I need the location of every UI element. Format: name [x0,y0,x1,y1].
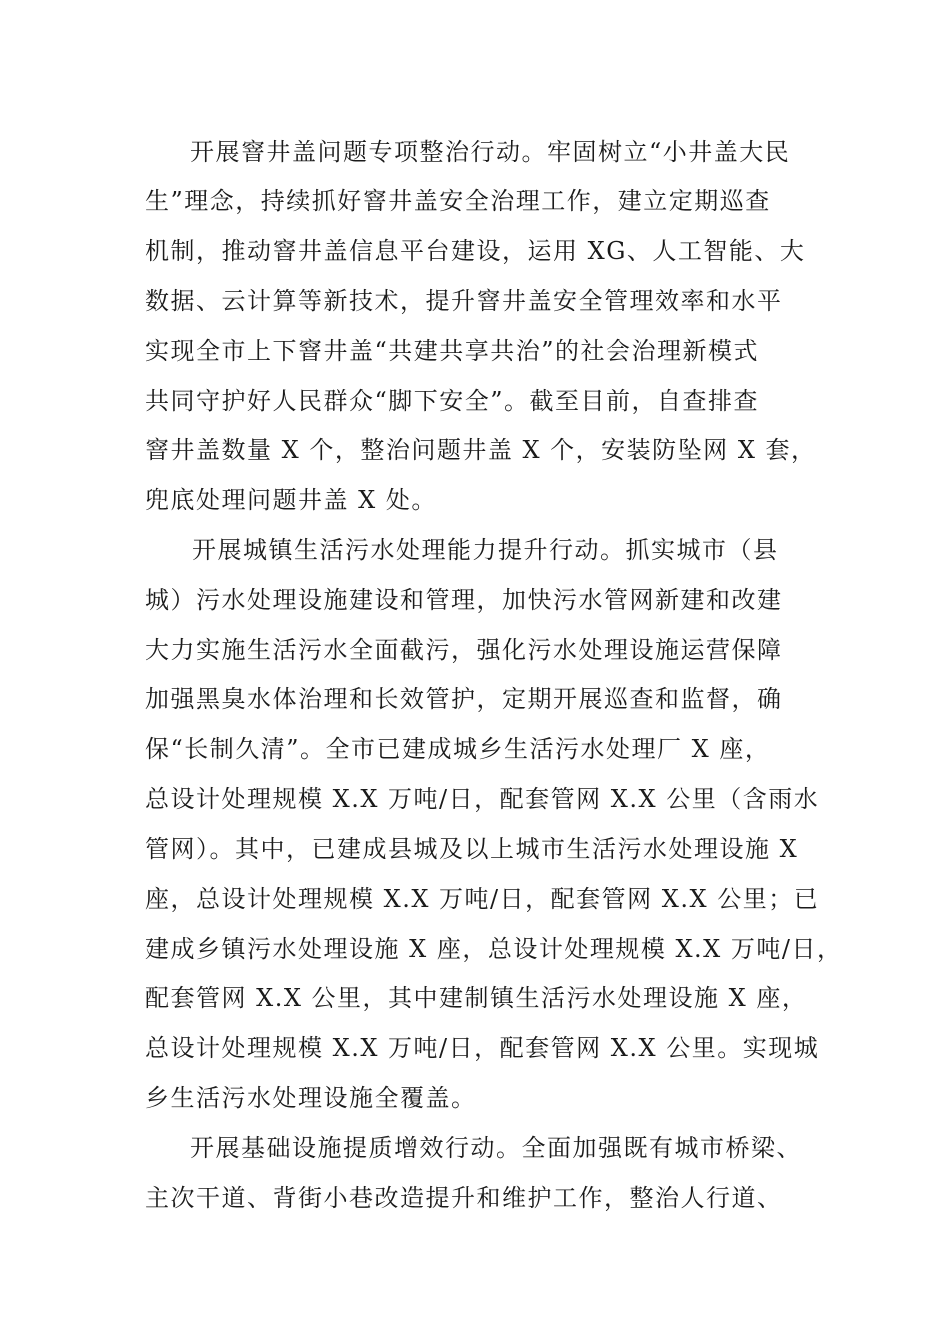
paragraph-1-line-6: 共同守护好人民群众“脚下安全”。截至目前，自查排查 [145,387,760,415]
paragraph-2-line-10: 配套管网 X.X 公里，其中建制镇生活污水处理设施 X 座， [145,984,808,1012]
paragraph-2-line-6: 总设计处理规模 X.X 万吨/日，配套管网 X.X 公里（含雨水 [145,785,820,813]
paragraph-1-line-1: 开展窨井盖问题专项整治行动。牢固树立“小井盖大民 [190,138,791,166]
paragraph-2-line-11: 总设计处理规模 X.X 万吨/日，配套管网 X.X 公里。实现城 [145,1034,820,1062]
paragraph-2-line-12: 乡生活污水处理设施全覆盖。 [145,1084,477,1112]
paragraph-3-line-2: 主次干道、背街小巷改造提升和维护工作，整治人行道、 [145,1184,783,1212]
paragraph-1-line-2: 生”理念，持续抓好窨井盖安全治理工作，建立定期巡查 [145,187,771,215]
paragraph-1-line-4: 数据、云计算等新技术，提升窨井盖安全管理效率和水平 [145,287,783,315]
paragraph-1-line-8: 兜底处理问题井盖 X 处。 [145,486,437,514]
paragraph-2-line-7: 管网）。其中，已建成县城及以上城市生活污水处理设施 X [145,835,799,863]
paragraph-2-line-2: 城）污水处理设施建设和管理，加快污水管网新建和改建 [145,586,783,614]
paragraph-2-line-1: 开展城镇生活污水处理能力提升行动。抓实城市（县 [192,536,779,564]
paragraph-2-line-8: 座，总设计处理规模 X.X 万吨/日，配套管网 X.X 公里；已 [145,885,820,913]
paragraph-1-line-5: 实现全市上下窨井盖“共建共享共治”的社会治理新模式 [145,337,760,365]
paragraph-2-line-9: 建成乡镇污水处理设施 X 座，总设计处理规模 X.X 万吨/日， [145,935,843,963]
paragraph-3-line-1: 开展基础设施提质增效行动。全面加强既有城市桥梁、 [190,1134,802,1162]
paragraph-2-line-3: 大力实施生活污水全面截污，强化污水处理设施运营保障 [145,636,783,664]
paragraph-1-line-3: 机制，推动窨井盖信息平台建设，运用 XG、人工智能、大 [145,237,806,265]
paragraph-2-line-4: 加强黑臭水体治理和长效管护，定期开展巡查和监督，确 [145,685,783,713]
paragraph-1-line-7: 窨井盖数量 X 个，整治问题井盖 X 个，安装防坠网 X 套， [145,436,817,464]
paragraph-2-line-5: 保“长制久清”。全市已建成城乡生活污水处理厂 X 座， [145,735,771,763]
